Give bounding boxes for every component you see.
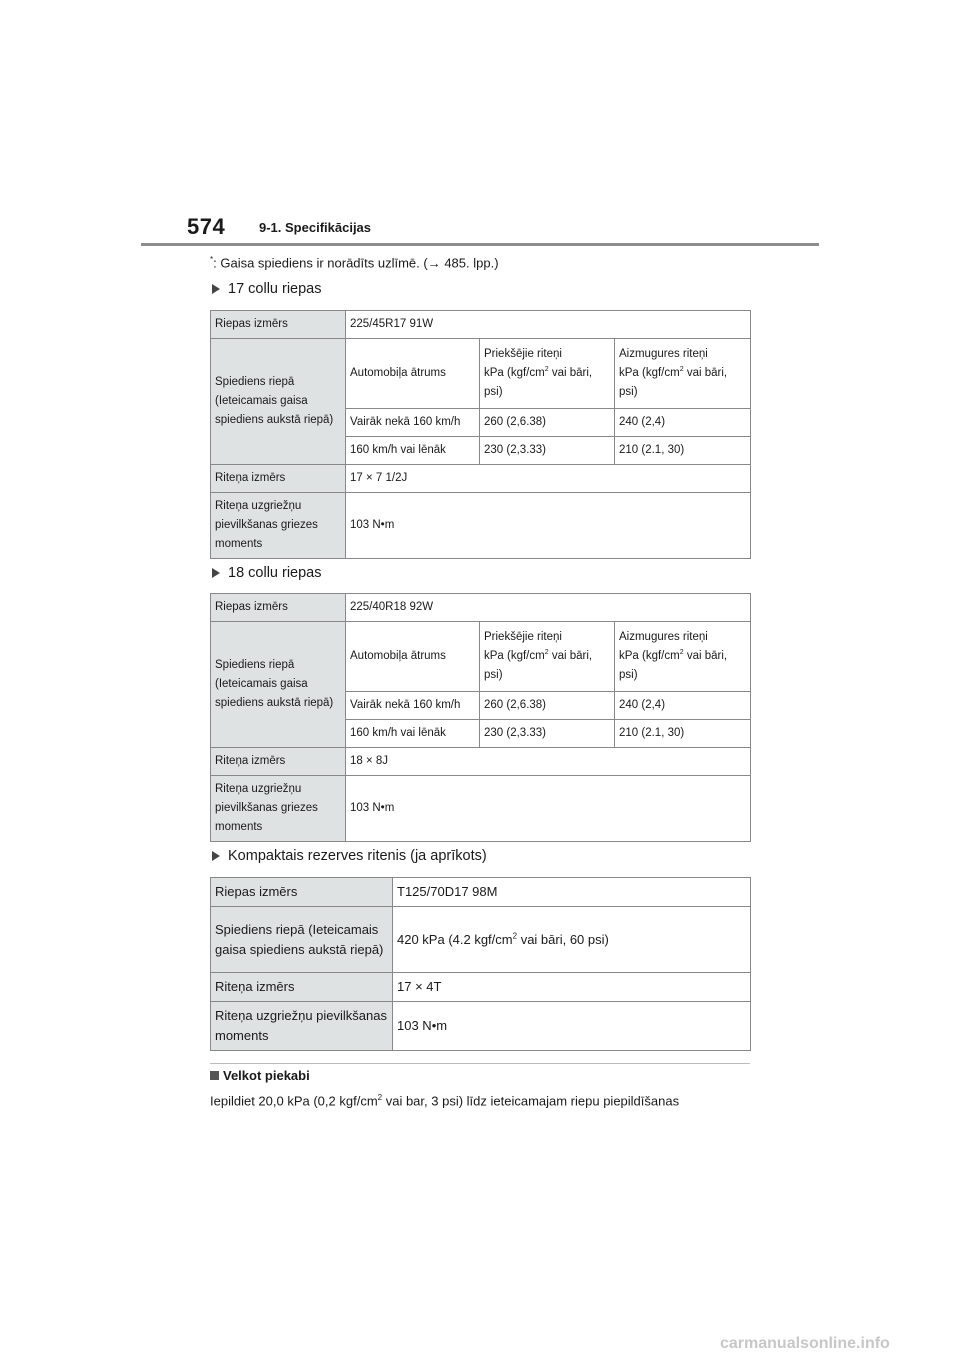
subhead-17-inch bbox=[212, 281, 322, 297]
front-row-2: 230 (2,3.33) bbox=[480, 720, 615, 748]
note-heading-text: Velkot piekabi bbox=[223, 1068, 310, 1083]
rear-row-2: 210 (2.1, 30) bbox=[615, 437, 751, 465]
page-number: 574 bbox=[187, 214, 226, 239]
torque-label: Riteņa uzgriežņu pievilkšanas moments bbox=[211, 1002, 393, 1051]
rear-row-2: 210 (2.1, 30) bbox=[615, 720, 751, 748]
pressure-label: Spiediens riepā (Ieteicamais gaisa spiediens aukstā riepā) bbox=[211, 622, 346, 748]
wheel-size-value: 18 × 8J bbox=[346, 748, 751, 776]
tire-size-label: Riepas izmērs bbox=[211, 594, 346, 622]
speed-header: Automobiļa ātrums bbox=[346, 622, 480, 692]
pressure-label: Spiediens riepā (Ieteicamais gaisa spiediens aukstā riepā) bbox=[211, 907, 393, 973]
torque-value: 103 N•m bbox=[346, 493, 751, 559]
tire-size-label: Riepas izmērs bbox=[211, 878, 393, 907]
tire-size-value: T125/70D17 98M bbox=[393, 878, 751, 907]
wheel-size-value: 17 × 7 1/2J bbox=[346, 465, 751, 493]
triangle-bullet-icon bbox=[212, 284, 220, 294]
tire-size-value: 225/45R17 91W bbox=[346, 311, 751, 339]
front-wheels-header: Priekšējie riteņi kPa ($kgf/cm^2$ vai bāri, psi) bbox=[480, 339, 615, 409]
spec-table-compact-spare bbox=[210, 877, 751, 1051]
footnote-text: : Gaisa spiediens ir norādīts uzlīmē. (→ 485. lpp.) bbox=[213, 255, 499, 271]
wheel-size-value: 17 × 4T bbox=[393, 973, 751, 1002]
note-heading bbox=[210, 1068, 310, 1083]
speed-header: Automobiļa ātrums bbox=[346, 339, 480, 409]
triangle-bullet-icon bbox=[212, 568, 220, 578]
wheel-size-label: Riteņa izmērs bbox=[211, 973, 393, 1002]
rear-row-1: 240 (2,4) bbox=[615, 692, 751, 720]
subhead-18-title: 18 collu riepas bbox=[228, 565, 322, 581]
pressure-value: 420 kPa (4.2 kgf/$cm^2$ vai bāri, 60 psi) bbox=[393, 907, 751, 973]
front-row-2: 230 (2,3.33) bbox=[480, 437, 615, 465]
note-text: Iepildiet 20,0 kPa (0,2 kgf/$cm^2$ vai bar, 3 psi) līdz ieteicamajam riepu piepildīšanas bbox=[210, 1093, 680, 1109]
front-wheels-header: Priekšējie riteņi kPa ($kgf/cm^2$ vai bāri, psi) bbox=[480, 622, 615, 692]
subhead-spare-title: Kompaktais rezerves ritenis (ja aprīkots) bbox=[228, 848, 487, 864]
torque-value: 103 N•m bbox=[346, 776, 751, 842]
rear-wheels-header: Aizmugures riteņi kPa ($kgf/cm^2$ vai bāri, psi) bbox=[615, 339, 751, 409]
torque-label: Riteņa uzgriežņu pievilkšanas griezes moments bbox=[211, 776, 346, 842]
triangle-bullet-icon bbox=[212, 851, 220, 861]
watermark: carmanualsonline.info bbox=[720, 1335, 890, 1352]
speed-row-2: 160 km/h vai lēnāk bbox=[346, 720, 480, 748]
rear-row-1: 240 (2,4) bbox=[615, 409, 751, 437]
square-bullet-icon bbox=[210, 1071, 219, 1080]
header-divider bbox=[141, 243, 819, 246]
tire-size-label: Riepas izmērs bbox=[211, 311, 346, 339]
speed-row-1: Vairāk nekā 160 km/h bbox=[346, 409, 480, 437]
subhead-18-inch bbox=[212, 565, 322, 581]
footnote-marker: * bbox=[210, 255, 214, 264]
front-row-1: 260 (2,6.38) bbox=[480, 409, 615, 437]
torque-value: 103 N•m bbox=[393, 1002, 751, 1051]
subhead-compact-spare bbox=[212, 848, 487, 864]
tire-size-value: 225/40R18 92W bbox=[346, 594, 751, 622]
footnote bbox=[210, 255, 499, 270]
speed-row-1: Vairāk nekā 160 km/h bbox=[346, 692, 480, 720]
subhead-17-title: 17 collu riepas bbox=[228, 281, 322, 297]
spec-table-17-inch bbox=[210, 310, 751, 559]
front-row-1: 260 (2,6.38) bbox=[480, 692, 615, 720]
pressure-label: Spiediens riepā (Ieteicamais gaisa spiediens aukstā riepā) bbox=[211, 339, 346, 465]
wheel-size-label: Riteņa izmērs bbox=[211, 465, 346, 493]
speed-row-2: 160 km/h vai lēnāk bbox=[346, 437, 480, 465]
section-divider bbox=[210, 1063, 750, 1064]
torque-label: Riteņa uzgriežņu pievilkšanas griezes moments bbox=[211, 493, 346, 559]
section-title: 9-1. Specifikācijas bbox=[259, 220, 372, 235]
rear-wheels-header: Aizmugures riteņi kPa ($kgf/cm^2$ vai bāri, psi) bbox=[615, 622, 751, 692]
wheel-size-label: Riteņa izmērs bbox=[211, 748, 346, 776]
spec-table-18-inch bbox=[210, 593, 751, 842]
